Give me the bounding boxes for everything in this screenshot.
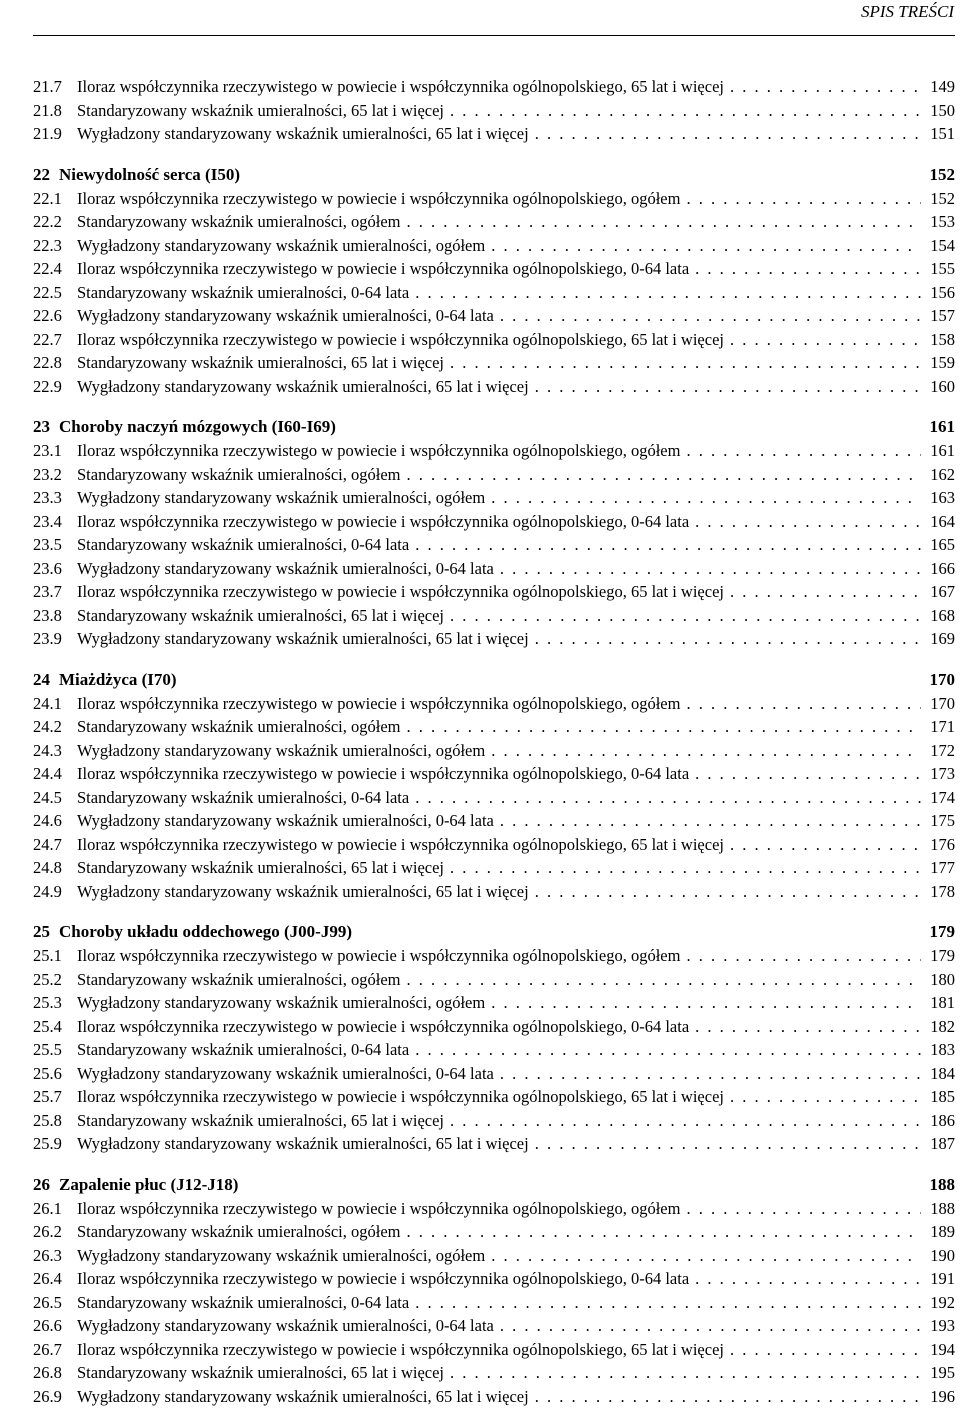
toc-entry[interactable] <box>33 604 955 628</box>
dot-leader <box>500 304 921 328</box>
chapter-title: Niewydolność serca (I50) <box>59 164 240 184</box>
dot-leader <box>450 604 921 628</box>
entry-title: Iloraz współczynnika rzeczywistego w powiecie i współczynnika ogólnopolskiego, ogółem <box>77 693 681 713</box>
entry-number: 26.4 <box>33 1269 62 1288</box>
entry-number: 23.2 <box>33 464 62 484</box>
entry-number: 23.5 <box>33 535 62 554</box>
entry-title: Wygładzony standaryzowany wskaźnik umieralności, ogółem <box>77 235 486 255</box>
entry-title: Iloraz współczynnika rzeczywistego w powiecie i współczynnika ogólnopolskiego, 65 lat i więcej <box>77 1339 724 1359</box>
entry-page-number: 159 <box>930 353 955 372</box>
dot-leader <box>450 856 921 880</box>
entry-number: 25.5 <box>33 1040 62 1059</box>
entry-title: Standaryzowany wskaźnik umieralności, 65 lat i więcej <box>77 353 445 372</box>
entry-number: 23.8 <box>33 605 62 625</box>
entry-number: 21.8 <box>33 100 62 120</box>
dot-leader <box>415 786 921 810</box>
chapter-number: 25 <box>33 922 50 941</box>
entry-page-number: 187 <box>930 1134 955 1153</box>
entry-page-number: 195 <box>930 1363 955 1382</box>
entry-number: 22.9 <box>33 376 62 396</box>
entry-page-number: 193 <box>930 1316 955 1335</box>
dot-leader <box>686 1197 921 1221</box>
entry-number: 21.7 <box>33 77 62 96</box>
chapter-page-number: 188 <box>929 1174 955 1194</box>
running-head: SPIS TREŚCI <box>860 2 954 21</box>
toc-entry[interactable] <box>33 968 955 992</box>
chapter-number: 24 <box>33 669 50 689</box>
chapter-heading[interactable] <box>33 920 955 944</box>
dot-leader <box>415 1291 921 1315</box>
chapter-heading[interactable] <box>33 1173 955 1197</box>
toc-entry[interactable] <box>33 1314 955 1338</box>
entry-number: 26.1 <box>33 1198 62 1218</box>
entry-page-number: 172 <box>930 740 955 760</box>
toc-entry[interactable] <box>33 692 955 716</box>
entry-number: 23.6 <box>33 558 62 578</box>
entry-title: Iloraz współczynnika rzeczywistego w powiecie i współczynnika ogólnopolskiego, 65 lat i więcej <box>77 77 724 96</box>
entry-page-number: 168 <box>930 605 955 625</box>
entry-page-number: 162 <box>930 464 955 484</box>
toc-entry[interactable] <box>33 627 955 651</box>
entry-number: 26.7 <box>33 1339 62 1359</box>
dot-leader <box>695 1267 921 1291</box>
entry-page-number: 177 <box>930 858 955 877</box>
entry-number: 23.1 <box>33 441 62 460</box>
entry-page-number: 149 <box>930 77 955 96</box>
entry-page-number: 190 <box>930 1245 955 1265</box>
dot-leader <box>407 210 922 234</box>
dot-leader <box>491 1244 921 1268</box>
toc-entry[interactable] <box>33 856 955 880</box>
entry-page-number: 188 <box>930 1198 955 1218</box>
dot-leader <box>730 328 921 352</box>
entry-number: 22.8 <box>33 353 62 372</box>
entry-page-number: 181 <box>930 993 955 1012</box>
entry-page-number: 161 <box>930 441 955 460</box>
chapter-heading[interactable] <box>33 415 955 439</box>
entry-number: 25.2 <box>33 969 62 989</box>
entry-page-number: 157 <box>930 306 955 325</box>
chapter-number: 26 <box>33 1174 50 1194</box>
dot-leader <box>686 187 921 211</box>
entry-number: 23.7 <box>33 582 62 601</box>
entry-title: Standaryzowany wskaźnik umieralności, 0-64 lata <box>77 282 410 302</box>
toc-entry[interactable] <box>33 880 955 904</box>
entry-title: Wygładzony standaryzowany wskaźnik umieralności, 0-64 lata <box>77 811 494 830</box>
dot-leader <box>491 991 921 1015</box>
dot-leader <box>535 880 921 904</box>
dot-leader <box>500 1062 921 1086</box>
entry-title: Iloraz współczynnika rzeczywistego w powiecie i współczynnika ogólnopolskiego, 0-64 lata <box>77 511 690 531</box>
entry-number: 25.1 <box>33 946 62 965</box>
dot-leader <box>407 715 922 739</box>
entry-number: 22.6 <box>33 306 62 325</box>
entry-title: Standaryzowany wskaźnik umieralności, ogółem <box>77 969 401 989</box>
entry-title: Iloraz współczynnika rzeczywistego w powiecie i współczynnika ogólnopolskiego, 65 lat i więcej <box>77 834 724 854</box>
chapter-page-number: 179 <box>929 922 955 941</box>
entry-page-number: 189 <box>930 1222 955 1241</box>
dot-leader <box>450 99 921 123</box>
entry-title: Wygładzony standaryzowany wskaźnik umieralności, 65 lat i więcej <box>77 629 529 648</box>
dot-leader <box>730 1085 921 1109</box>
table-of-contents <box>33 75 955 1408</box>
toc-entry[interactable] <box>33 439 955 463</box>
entry-title: Iloraz współczynnika rzeczywistego w powiecie i współczynnika ogólnopolskiego, 65 lat i więcej <box>77 582 724 601</box>
entry-title: Standaryzowany wskaźnik umieralności, 65 lat i więcej <box>77 605 445 625</box>
entry-page-number: 185 <box>930 1087 955 1106</box>
dot-leader <box>686 439 921 463</box>
entry-number: 26.8 <box>33 1363 62 1382</box>
entry-title: Wygładzony standaryzowany wskaźnik umieralności, 0-64 lata <box>77 558 494 578</box>
toc-entry[interactable] <box>33 257 955 281</box>
dot-leader <box>491 739 921 763</box>
entry-number: 25.4 <box>33 1016 62 1036</box>
entry-title: Wygładzony standaryzowany wskaźnik umieralności, 65 lat i więcej <box>77 124 529 143</box>
entry-number: 22.1 <box>33 188 62 208</box>
entry-title: Iloraz współczynnika rzeczywistego w powiecie i współczynnika ogólnopolskiego, 0-64 lata <box>77 259 690 278</box>
dot-leader <box>415 533 921 557</box>
toc-entry[interactable] <box>33 1267 955 1291</box>
entry-number: 25.7 <box>33 1087 62 1106</box>
dot-leader <box>695 762 921 786</box>
entry-number: 25.9 <box>33 1134 62 1153</box>
entry-title: Wygładzony standaryzowany wskaźnik umieralności, 0-64 lata <box>77 306 494 325</box>
chapter-title: Zapalenie płuc (J12-J18) <box>59 1174 239 1194</box>
toc-entry[interactable] <box>33 510 955 534</box>
toc-entry[interactable] <box>33 809 955 833</box>
entry-page-number: 158 <box>930 329 955 349</box>
toc-entry[interactable] <box>33 1015 955 1039</box>
toc-entry[interactable] <box>33 210 955 234</box>
dot-leader <box>407 463 922 487</box>
entry-title: Standaryzowany wskaźnik umieralności, ogółem <box>77 464 401 484</box>
entry-page-number: 196 <box>930 1386 955 1406</box>
dot-leader <box>450 1109 921 1133</box>
chapter-heading[interactable] <box>33 163 955 187</box>
dot-leader <box>450 1361 921 1385</box>
toc-entry[interactable] <box>33 304 955 328</box>
dot-leader <box>407 1220 922 1244</box>
toc-entry[interactable] <box>33 1085 955 1109</box>
entry-page-number: 171 <box>930 717 955 736</box>
entry-page-number: 164 <box>930 511 955 531</box>
dot-leader <box>491 486 921 510</box>
toc-entry[interactable] <box>33 944 955 968</box>
entry-title: Wygładzony standaryzowany wskaźnik umieralności, ogółem <box>77 488 486 507</box>
entry-page-number: 179 <box>930 946 955 965</box>
entry-title: Iloraz współczynnika rzeczywistego w powiecie i współczynnika ogólnopolskiego, 65 lat i więcej <box>77 1087 724 1106</box>
entry-title: Iloraz współczynnika rzeczywistego w powiecie i współczynnika ogólnopolskiego, ogółem <box>77 188 681 208</box>
dot-leader <box>535 1385 921 1409</box>
entry-number: 24.3 <box>33 740 62 760</box>
entry-page-number: 182 <box>930 1016 955 1036</box>
toc-entry[interactable] <box>33 715 955 739</box>
entry-title: Standaryzowany wskaźnik umieralności, ogółem <box>77 717 401 736</box>
entry-title: Standaryzowany wskaźnik umieralności, 65 lat i więcej <box>77 100 445 120</box>
entry-page-number: 183 <box>930 1040 955 1059</box>
dot-leader <box>500 557 921 581</box>
toc-entry[interactable] <box>33 580 955 604</box>
toc-entry[interactable] <box>33 1220 955 1244</box>
toc-entry[interactable] <box>33 122 955 146</box>
entry-page-number: 166 <box>930 558 955 578</box>
entry-number: 22.3 <box>33 235 62 255</box>
toc-entry[interactable] <box>33 463 955 487</box>
entry-title: Iloraz współczynnika rzeczywistego w powiecie i współczynnika ogólnopolskiego, 0-64 lata <box>77 1016 690 1036</box>
entry-title: Wygładzony standaryzowany wskaźnik umieralności, 65 lat i więcej <box>77 881 529 901</box>
entry-title: Wygładzony standaryzowany wskaźnik umieralności, 65 lat i więcej <box>77 1386 529 1406</box>
dot-leader <box>686 944 921 968</box>
toc-entry[interactable] <box>33 1291 955 1315</box>
entry-number: 23.4 <box>33 511 62 531</box>
chapter-page-number: 170 <box>929 669 955 689</box>
entry-number: 23.3 <box>33 488 62 507</box>
entry-page-number: 153 <box>930 212 955 231</box>
entry-title: Iloraz współczynnika rzeczywistego w powiecie i współczynnika ogólnopolskiego, 0-64 lata <box>77 1269 690 1288</box>
entry-title: Wygładzony standaryzowany wskaźnik umieralności, 0-64 lata <box>77 1063 494 1083</box>
entry-number: 24.6 <box>33 811 62 830</box>
chapter-heading[interactable] <box>33 668 955 692</box>
toc-entry[interactable] <box>33 1038 955 1062</box>
toc-entry[interactable] <box>33 328 955 352</box>
entry-number: 26.9 <box>33 1386 62 1406</box>
entry-number: 25.3 <box>33 993 62 1012</box>
chapter-title: Choroby naczyń mózgowych (I60-I69) <box>59 417 336 436</box>
toc-entry[interactable] <box>33 1244 955 1268</box>
entry-title: Wygładzony standaryzowany wskaźnik umieralności, ogółem <box>77 993 486 1012</box>
toc-entry[interactable] <box>33 1361 955 1385</box>
toc-entry[interactable] <box>33 1385 955 1409</box>
toc-entry[interactable] <box>33 762 955 786</box>
entry-page-number: 151 <box>930 124 955 143</box>
dot-leader <box>730 833 921 857</box>
entry-page-number: 184 <box>930 1063 955 1083</box>
chapter-page-number: 161 <box>929 417 955 436</box>
dot-leader <box>695 1015 921 1039</box>
entry-title: Standaryzowany wskaźnik umieralności, 0-64 lata <box>77 787 410 807</box>
dot-leader <box>730 1338 921 1362</box>
entry-number: 26.6 <box>33 1316 62 1335</box>
entry-number: 22.2 <box>33 212 62 231</box>
entry-number: 22.4 <box>33 259 62 278</box>
toc-entry[interactable] <box>33 786 955 810</box>
chapter-number: 23 <box>33 417 50 436</box>
entry-title: Standaryzowany wskaźnik umieralności, ogółem <box>77 1222 401 1241</box>
entry-title: Iloraz współczynnika rzeczywistego w powiecie i współczynnika ogólnopolskiego, ogółem <box>77 441 681 460</box>
entry-page-number: 186 <box>930 1110 955 1130</box>
entry-page-number: 154 <box>930 235 955 255</box>
toc-entry[interactable] <box>33 234 955 258</box>
dot-leader <box>730 75 921 99</box>
toc-entry[interactable] <box>33 281 955 305</box>
entry-number: 24.5 <box>33 787 62 807</box>
entry-page-number: 169 <box>930 629 955 648</box>
toc-entry[interactable] <box>33 486 955 510</box>
entry-page-number: 170 <box>930 693 955 713</box>
dot-leader <box>695 257 921 281</box>
entry-page-number: 152 <box>930 188 955 208</box>
entry-title: Iloraz współczynnika rzeczywistego w powiecie i współczynnika ogólnopolskiego, 65 lat i więcej <box>77 329 724 349</box>
toc-entry[interactable] <box>33 75 955 99</box>
toc-entry[interactable] <box>33 1132 955 1156</box>
dot-leader <box>686 692 921 716</box>
entry-title: Wygładzony standaryzowany wskaźnik umieralności, 65 lat i więcej <box>77 1134 529 1153</box>
chapter-page-number: 152 <box>929 164 955 184</box>
chapter-title: Choroby układu oddechowego (J00-J99) <box>59 922 352 941</box>
entry-title: Iloraz współczynnika rzeczywistego w powiecie i współczynnika ogólnopolskiego, ogółem <box>77 946 681 965</box>
dot-leader <box>535 375 921 399</box>
entry-number: 24.8 <box>33 858 62 877</box>
dot-leader <box>535 627 921 651</box>
entry-title: Standaryzowany wskaźnik umieralności, 65 lat i więcej <box>77 1363 445 1382</box>
entry-title: Standaryzowany wskaźnik umieralności, 0-64 lata <box>77 1040 410 1059</box>
entry-page-number: 173 <box>930 764 955 783</box>
entry-page-number: 165 <box>930 535 955 554</box>
entry-title: Standaryzowany wskaźnik umieralności, 65 lat i więcej <box>77 858 445 877</box>
dot-leader <box>730 580 921 604</box>
entry-page-number: 178 <box>930 881 955 901</box>
toc-entry[interactable] <box>33 187 955 211</box>
entry-number: 22.7 <box>33 329 62 349</box>
entry-number: 23.9 <box>33 629 62 648</box>
entry-title: Wygładzony standaryzowany wskaźnik umieralności, 65 lat i więcej <box>77 376 529 396</box>
entry-page-number: 174 <box>930 787 955 807</box>
entry-page-number: 160 <box>930 376 955 396</box>
toc-entry[interactable] <box>33 739 955 763</box>
toc-entry[interactable] <box>33 351 955 375</box>
dot-leader <box>407 968 922 992</box>
entry-title: Wygładzony standaryzowany wskaźnik umieralności, 0-64 lata <box>77 1316 494 1335</box>
chapter-number: 22 <box>33 164 50 184</box>
dot-leader <box>695 510 921 534</box>
toc-entry[interactable] <box>33 1197 955 1221</box>
entry-page-number: 192 <box>930 1292 955 1312</box>
dot-leader <box>415 1038 921 1062</box>
entry-number: 24.7 <box>33 834 62 854</box>
entry-title: Wygładzony standaryzowany wskaźnik umieralności, ogółem <box>77 1245 486 1265</box>
dot-leader <box>535 1132 921 1156</box>
entry-page-number: 176 <box>930 834 955 854</box>
header-rule <box>33 35 955 36</box>
entry-number: 25.8 <box>33 1110 62 1130</box>
dot-leader <box>491 234 921 258</box>
dot-leader <box>450 351 921 375</box>
entry-title: Wygładzony standaryzowany wskaźnik umieralności, ogółem <box>77 740 486 760</box>
entry-page-number: 150 <box>930 100 955 120</box>
entry-number: 24.4 <box>33 764 62 783</box>
toc-entry[interactable] <box>33 375 955 399</box>
dot-leader <box>415 281 921 305</box>
toc-entry[interactable] <box>33 99 955 123</box>
entry-title: Standaryzowany wskaźnik umieralności, 65 lat i więcej <box>77 1110 445 1130</box>
entry-number: 24.9 <box>33 881 62 901</box>
entry-page-number: 194 <box>930 1339 955 1359</box>
entry-title: Standaryzowany wskaźnik umieralności, ogółem <box>77 212 401 231</box>
toc-entry[interactable] <box>33 1062 955 1086</box>
entry-page-number: 155 <box>930 259 955 278</box>
toc-entry[interactable] <box>33 1109 955 1133</box>
dot-leader <box>500 1314 921 1338</box>
toc-entry[interactable] <box>33 1338 955 1362</box>
entry-page-number: 156 <box>930 282 955 302</box>
entry-page-number: 167 <box>930 582 955 601</box>
entry-page-number: 191 <box>930 1269 955 1288</box>
entry-title: Standaryzowany wskaźnik umieralności, 0-64 lata <box>77 535 410 554</box>
dot-leader <box>535 122 921 146</box>
entry-number: 22.5 <box>33 282 62 302</box>
entry-page-number: 175 <box>930 811 955 830</box>
entry-number: 26.3 <box>33 1245 62 1265</box>
entry-title: Standaryzowany wskaźnik umieralności, 0-64 lata <box>77 1292 410 1312</box>
entry-number: 21.9 <box>33 124 62 143</box>
entry-number: 25.6 <box>33 1063 62 1083</box>
entry-number: 24.1 <box>33 693 62 713</box>
entry-number: 24.2 <box>33 717 62 736</box>
toc-entry[interactable] <box>33 557 955 581</box>
dot-leader <box>500 809 921 833</box>
toc-entry[interactable] <box>33 833 955 857</box>
entry-title: Iloraz współczynnika rzeczywistego w powiecie i współczynnika ogólnopolskiego, ogółem <box>77 1198 681 1218</box>
entry-title: Iloraz współczynnika rzeczywistego w powiecie i współczynnika ogólnopolskiego, 0-64 lata <box>77 764 690 783</box>
chapter-title: Miażdżyca (I70) <box>59 669 177 689</box>
toc-entry[interactable] <box>33 991 955 1015</box>
entry-number: 26.5 <box>33 1292 62 1312</box>
entry-page-number: 180 <box>930 969 955 989</box>
entry-number: 26.2 <box>33 1222 62 1241</box>
toc-entry[interactable] <box>33 533 955 557</box>
entry-page-number: 163 <box>930 488 955 507</box>
